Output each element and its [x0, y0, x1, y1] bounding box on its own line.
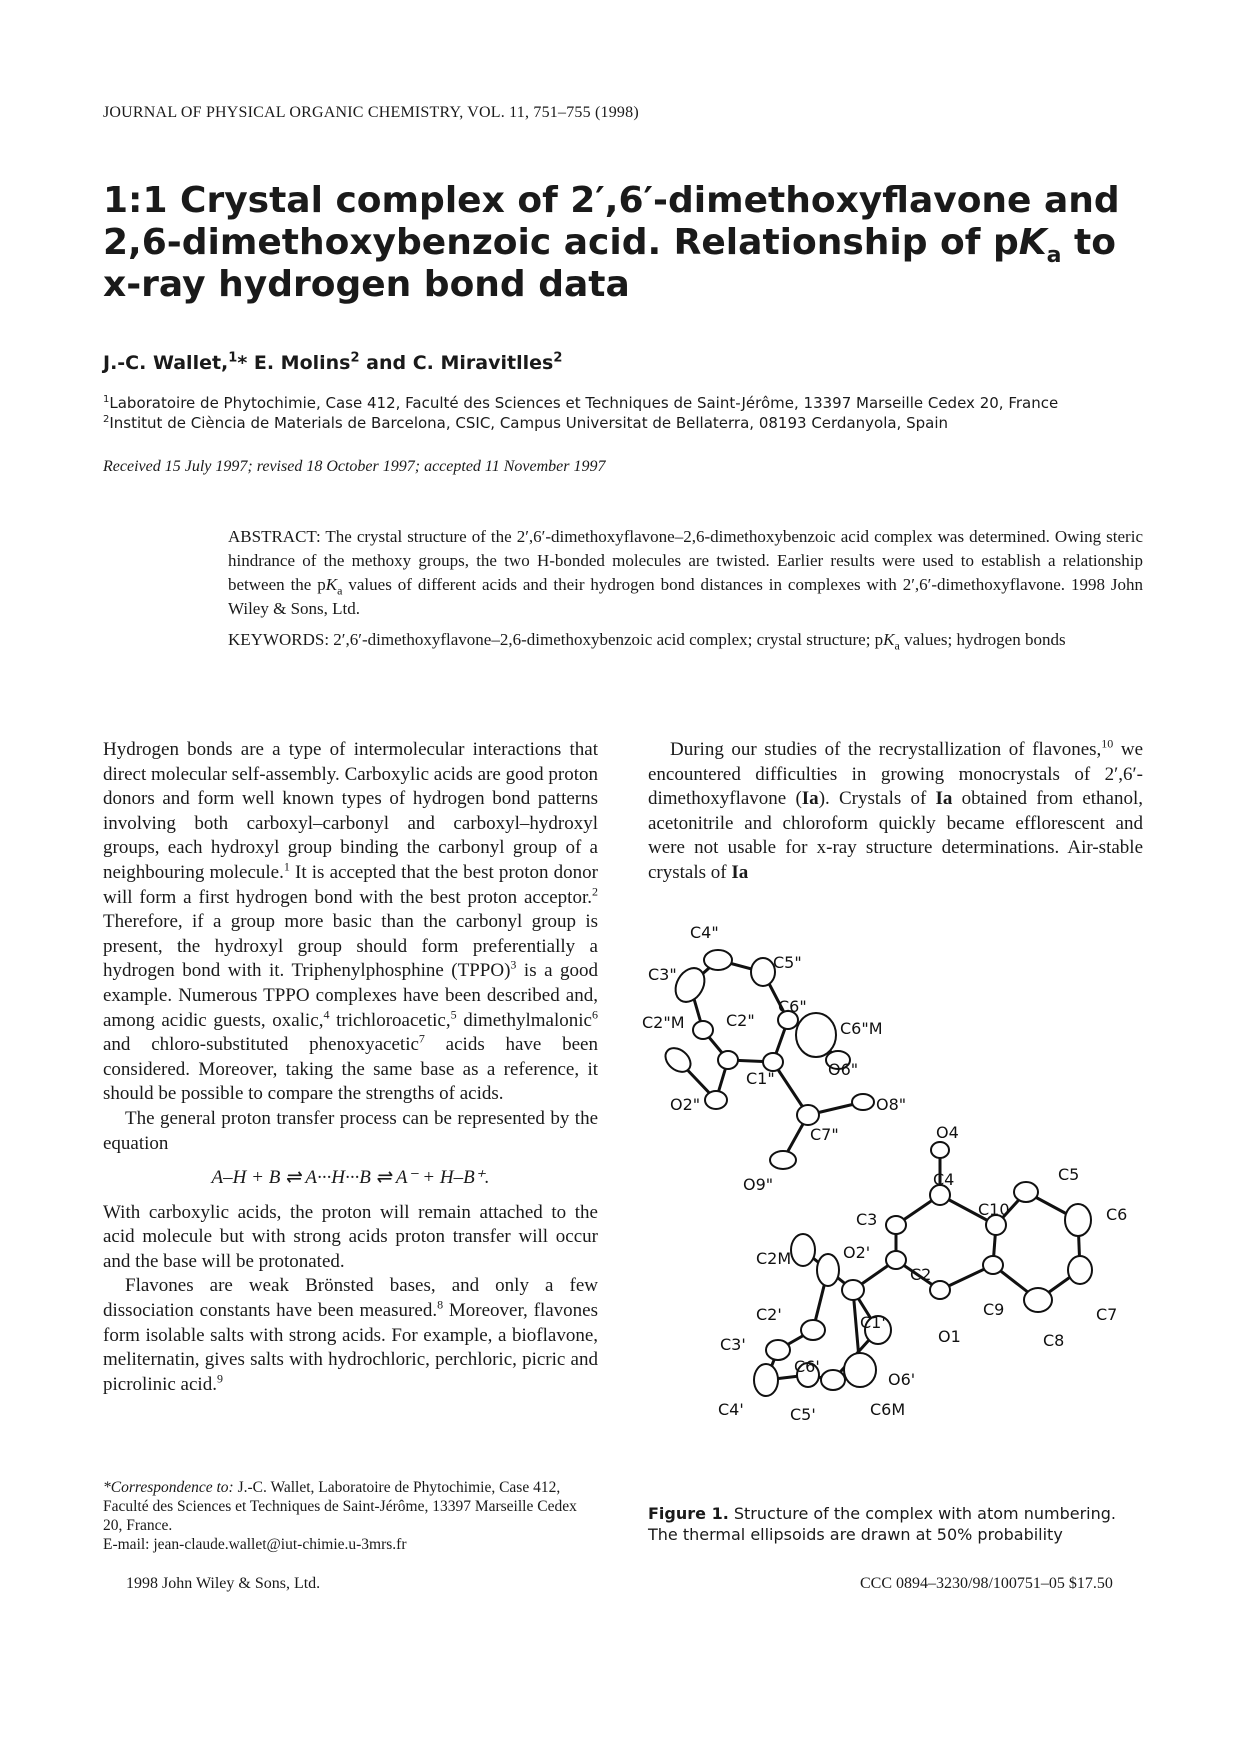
atom-label: C5": [773, 953, 802, 972]
body-column-right: [648, 738, 1143, 886]
paragraph: Flavones are weak Brönsted bases, and only a few dissociation constants have been measured.$^8$ Moreover, flavones form isolable salts with strong acids. For example, a bioflavone, meliternatin, gives salts with hydrochloric, perchloric, picric and picrolinic acid.$^9$: [103, 1275, 598, 1395]
abstract: ABSTRACT: The crystal structure of the 2′,6′-dimethoxyflavone–2,6-dimethoxybenzoic acid complex was determined. Owing steric hindrance of the methoxy groups, the two H-bonded molecules are twisted. Earlier results were used to establish a relationship between the $pK_a$ values of different acids and their hydrogen bond distances in complexes with 2′,6′-dimethoxyflavone. 1998 John Wiley & Sons, Ltd.: [228, 527, 1143, 618]
atom-label: C5: [1058, 1165, 1080, 1184]
atom-label: C4': [718, 1400, 744, 1419]
atom-label: C6"M: [840, 1019, 883, 1038]
figure-caption: Figure 1. Structure of the complex with atom numbering. The thermal ellipsoids are drawn at 50% probability: [648, 1504, 1116, 1544]
atom-label: C2M: [756, 1249, 792, 1268]
journal-header: JOURNAL OF PHYSICAL ORGANIC CHEMISTRY, VOL. 11, 751–755 (1998): [103, 104, 639, 121]
atom-label: C7": [810, 1125, 839, 1144]
paragraph: Hydrogen bonds are a type of intermolecular interactions that direct molecular self-assembly. Carboxylic acids are good proton donors and form well known types of hydrogen bond patterns involving both carboxyl–carbonyl and carboxyl–hydroxyl groups, each hydroxyl group binding the carbonyl group of a neighbouring molecule.$^1$ It is accepted that the best proton donor will form a first hydrogen bond with the best proton acceptor.$^2$ Therefore, if a group more basic than the carbonyl group is present, the hydroxyl group should form preferentially a hydrogen bond with it. Triphenylphosphine (TPPO)$^3$ is a good example. Numerous TPPO complexes have been described and, among acidic guests, oxalic,$^4$ trichloroacetic,$^5$ dimethylmalonic$^6$ and chloro-substituted phenoxyacetic$^7$ acids have been considered. Moreover, taking the same base as a reference, it should be possible to compare the strengths of acids.: [103, 739, 598, 1105]
atom-label: C6: [1106, 1205, 1128, 1224]
paragraph: The general proton transfer process can be represented by the equation: [103, 1107, 598, 1154]
paragraph: During our studies of the recrystallization of flavones,$^{10}$ we encountered difficulties in growing monocrystals of 2′,6′-dimethoxyflavone (Ia). Crystals of Ia obtained from ethanol, acetonitrile and chloroform quickly became efflorescent and were not usable for x-ray structure determinations. Air-stable crystals of Ia: [648, 736, 1144, 883]
atom-label: C10: [978, 1200, 1010, 1219]
atom-label: C1': [860, 1313, 886, 1332]
atom-label: O9": [743, 1175, 774, 1194]
atom-label: C2": [726, 1011, 755, 1030]
equation: A–H + B ⇌ A···H···B ⇌ A⁻ + H–B⁺.: [211, 1167, 490, 1189]
atom-label: C4": [690, 923, 719, 942]
footer-ccc-code: CCC 0894–3230/98/100751–05 $17.50: [860, 1575, 1113, 1592]
atom-label: O1: [938, 1327, 961, 1346]
crystal-structure-figure: [642, 910, 1143, 1490]
atom-label: C6": [778, 997, 807, 1016]
atom-label: C2: [910, 1265, 932, 1284]
footer-copyright: 1998 John Wiley & Sons, Ltd.: [126, 1575, 321, 1592]
atom-label: C3': [720, 1335, 746, 1354]
article-title: 1:1 Crystal complex of 2′,6′-dimethoxyflavone and 2,6-dimethoxybenzoic acid. Relationship of $pK_a$ to x-ray hydrogen bond data: [103, 180, 1120, 305]
atom-label: C3": [648, 965, 677, 984]
atom-label: C2"M: [642, 1013, 685, 1032]
atom-label: C6': [794, 1357, 820, 1376]
received-dates: Received 15 July 1997; revised 18 October 1997; accepted 11 November 1997: [103, 458, 606, 475]
keywords: KEYWORDS: 2′,6′-dimethoxyflavone–2,6-dimethoxybenzoic acid complex; crystal structure; $pK_a$ values; hydrogen bonds: [228, 630, 1066, 653]
atom-label: C5': [790, 1405, 816, 1424]
body-column-left: [103, 738, 598, 1397]
atom-labels: [642, 923, 1127, 1424]
atom-label: O6": [828, 1060, 859, 1079]
atom-label: C6M: [870, 1400, 906, 1419]
affiliation-1: $^1$Laboratoire de Phytochimie, Case 412, Faculté des Sciences et Techniques de Saint-Jérôme, 13397 Marseille Cedex 20, France: [103, 394, 1059, 412]
atom-label: C2': [756, 1305, 782, 1324]
affiliation-2: $^2$Institut de Ciència de Materials de Barcelona, CSIC, Campus Universitat de Bellaterra, 08193 Cerdanyola, Spain: [103, 414, 948, 432]
atom-label: O8": [876, 1095, 907, 1114]
atom-label: C3: [856, 1210, 878, 1229]
atom-label: O6': [888, 1370, 916, 1389]
atom-label: C8: [1043, 1331, 1065, 1350]
author-list: J.-C. Wallet,$^1$* E. Molins$^2$ and C. Miravitlles$^2$: [103, 350, 563, 374]
atom-label: O2": [670, 1095, 701, 1114]
atom-label: C7: [1096, 1305, 1118, 1324]
atom-label: C1": [746, 1069, 775, 1088]
correspondence-footnote: *Correspondence to: J.-C. Wallet, Laboratoire de Phytochimie, Case 412, Faculté des Sciences et Techniques de Saint-Jérôme, 13397 Marseille Cedex 20, France. E-mail: jean-claude.wallet@iut-chimie.u-3mrs.fr: [103, 1479, 577, 1553]
atom-label: C9: [983, 1300, 1005, 1319]
atom-label: O2': [843, 1243, 871, 1262]
atom-label: C4: [933, 1170, 955, 1189]
atom-label: O4: [936, 1123, 959, 1142]
paragraph: With carboxylic acids, the proton will remain attached to the acid molecule but with strong acids proton transfer will occur and the base will be protonated.: [103, 1201, 598, 1272]
